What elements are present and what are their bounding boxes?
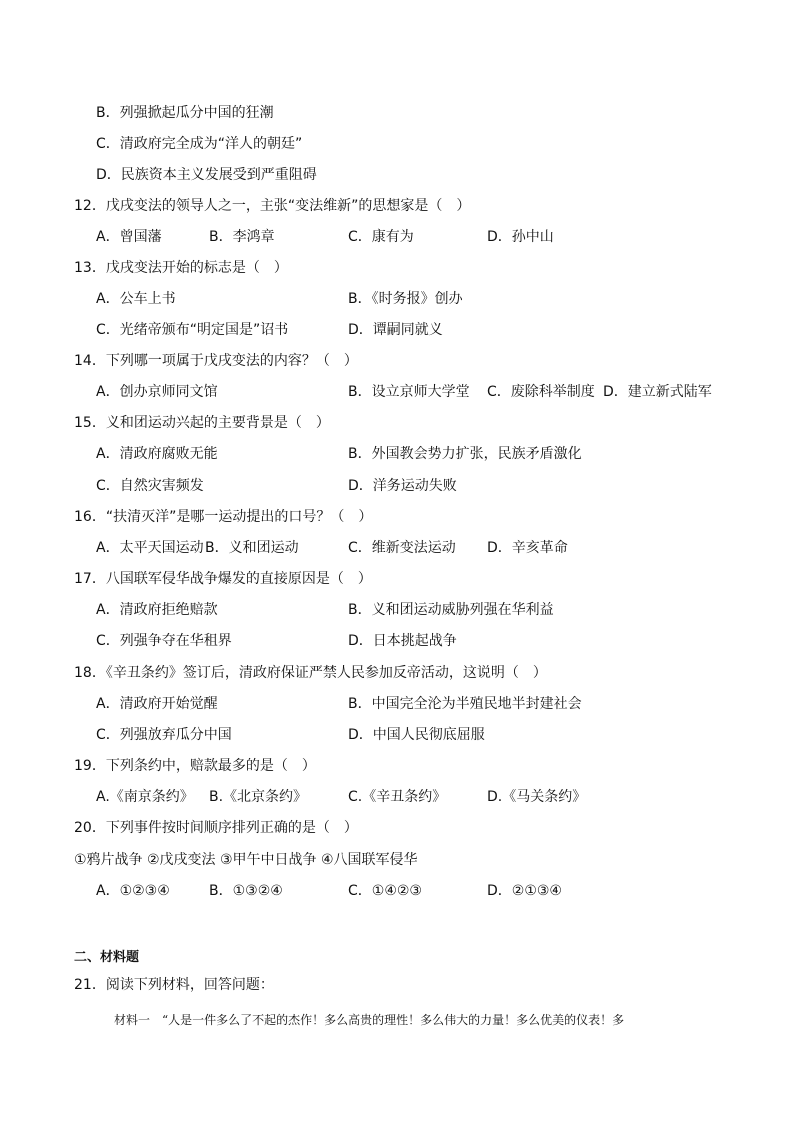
- q16-stem: 16．“扶清灭洋”是哪一运动提出的口号？（ ）: [74, 509, 373, 525]
- section-title: 二、材料题: [74, 950, 140, 965]
- q14-option-b: B．设立京师大学堂: [348, 384, 470, 400]
- q17-option-a: A．清政府拒绝赔款: [96, 602, 218, 618]
- q20-events: ①鸦片战争 ②戊戌变法 ③甲午中日战争 ④八国联军侵华: [74, 852, 418, 868]
- material-one: 材料一 “人是一件多么了不起的杰作！多么高贵的理性！多么伟大的力量！多么优美的仪表！多: [114, 1013, 625, 1027]
- q18-option-b: B．中国完全沦为半殖民地半封建社会: [348, 696, 582, 712]
- q14-stem: 14．下列哪一项属于戊戌变法的内容？（ ）: [74, 353, 358, 369]
- q20-stem: 20．下列事件按时间顺序排列正确的是（ ）: [74, 820, 358, 836]
- q16-option-a: A．太平天国运动: [96, 540, 204, 556]
- q15-stem: 15．义和团运动兴起的主要背景是（ ）: [74, 415, 330, 431]
- q16-option-d: D．辛亥革命: [487, 540, 568, 556]
- q15-option-a: A．清政府腐败无能: [96, 446, 218, 462]
- q18-option-d: D．中国人民彻底屈服: [348, 727, 485, 743]
- q14-option-c: C．废除科举制度: [487, 384, 595, 400]
- q17-option-b: B．义和团运动威胁列强在华利益: [348, 602, 554, 618]
- q13-option-b: B．《时务报》创办: [348, 291, 463, 307]
- q15-option-d: D．洋务运动失败: [348, 478, 457, 494]
- q12-stem: 12．戊戌变法的领导人之一，主张“变法维新”的思想家是（ ）: [74, 198, 471, 214]
- q13-option-a: A．公车上书: [96, 291, 176, 307]
- q19-option-c: C.《辛丑条约》: [348, 789, 447, 805]
- q13-option-c: C．光绪帝颁布“明定国是”诏书: [96, 322, 289, 338]
- q19-option-b: B.《北京条约》: [209, 789, 308, 805]
- q14-option-d: D．建立新式陆军: [603, 384, 712, 400]
- q18-stem: 18．《辛丑条约》签订后，清政府保证严禁人民参加反帝活动，这说明（ ）: [74, 665, 547, 681]
- q21-stem: 21．阅读下列材料，回答问题：: [74, 977, 274, 993]
- q16-option-c: C．维新变法运动: [348, 540, 456, 556]
- q12-option-c: C．康有为: [348, 229, 414, 245]
- q15-option-c: C．自然灾害频发: [96, 478, 204, 494]
- q12-option-b: B．李鸿章: [209, 229, 275, 245]
- q11-option-b: B．列强掀起瓜分中国的狂潮: [96, 105, 274, 121]
- q19-option-a: A.《南京条约》: [96, 789, 194, 805]
- q14-option-a: A．创办京师同文馆: [96, 384, 218, 400]
- q11-option-c: C．清政府完全成为“洋人的朝廷”: [96, 136, 303, 152]
- q20-option-d: D．②①③④: [487, 883, 562, 899]
- q18-option-a: A．清政府开始觉醒: [96, 696, 218, 712]
- q20-option-b: B．①③②④: [209, 883, 283, 899]
- q13-stem: 13．戊戌变法开始的标志是（ ）: [74, 260, 288, 276]
- q18-option-c: C．列强放弃瓜分中国: [96, 727, 232, 743]
- q15-option-b: B．外国教会势力扩张，民族矛盾激化: [348, 446, 582, 462]
- q12-option-d: D．孙中山: [487, 229, 554, 245]
- q16-option-b: B．义和团运动: [205, 540, 299, 556]
- q13-option-d: D．谭嗣同就义: [348, 322, 443, 338]
- q17-option-d: D．日本挑起战争: [348, 633, 457, 649]
- q20-option-a: A．①②③④: [96, 883, 170, 899]
- q17-option-c: C．列强争夺在华租界: [96, 633, 232, 649]
- q11-option-d: D．民族资本主义发展受到严重阻碍: [96, 167, 317, 183]
- q19-option-d: D.《马关条约》: [487, 789, 587, 805]
- q12-option-a: A．曾国藩: [96, 229, 162, 245]
- q17-stem: 17．八国联军侵华战争爆发的直接原因是（ ）: [74, 571, 372, 587]
- q19-stem: 19．下列条约中，赔款最多的是（ ）: [74, 758, 316, 774]
- q20-option-c: C．①④②③: [348, 883, 422, 899]
